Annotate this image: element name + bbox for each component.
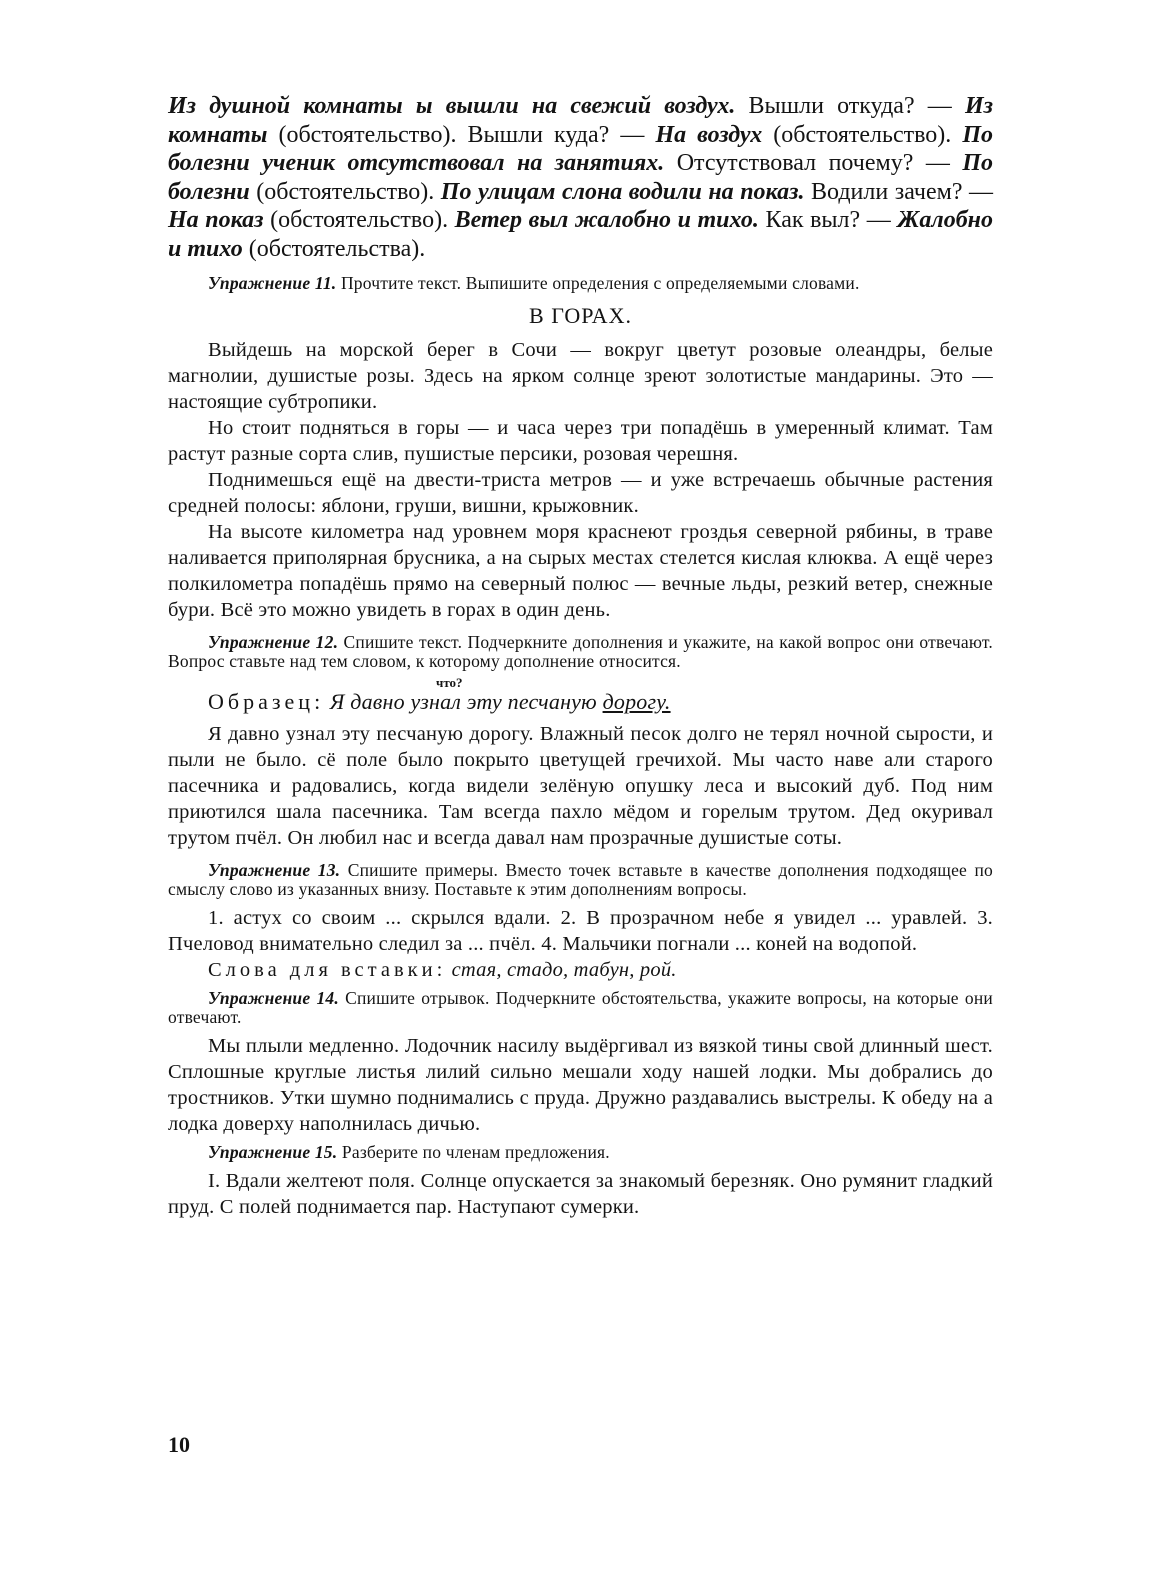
exercise-15-task: [168, 1143, 993, 1162]
intro-text: (обстоятельства).: [242, 235, 426, 262]
page-number: 10: [168, 1432, 190, 1457]
page-body: [168, 92, 993, 1220]
exercise-13-paragraph: 1. астух со своим ... скрылся вдали. 2. В прозрачном небе я увидел ... уравлей. 3. Пчеловод внимательно следил за ... пчёл. 4. Мальчики погнали ... коней на водопой.: [168, 906, 993, 955]
intro-example-2: По болезни ученик отсутствовал на занятиях.: [168, 121, 993, 177]
exercise-14-task: [168, 989, 993, 1027]
intro-example-4: Ветер выл жалобно и тихо.: [454, 207, 759, 234]
exercise-11-task: [168, 274, 993, 293]
words-label: Слова для вставки:: [208, 958, 447, 981]
intro-text: Водили зачем? —: [804, 178, 993, 205]
exercise-12-sample: [168, 689, 993, 715]
sample-underlined-word: дорогу.: [602, 688, 671, 714]
exercise-15-label: Упражнение 15.: [208, 1141, 338, 1162]
intro-text: Отсутствовал почему? —: [664, 150, 963, 177]
exercise-15-instruction: Разберите по членам предложения.: [337, 1141, 610, 1162]
text-title: В ГОРАХ.: [529, 302, 632, 328]
exercise-12-instruction: Спишите текст. Подчеркните дополнения и укажите, на какой вопрос они отвечают. Вопрос ставьте над тем словом, к которому дополнение относится.: [168, 631, 993, 671]
intro-answer: На воздух: [655, 121, 763, 148]
exercise-14-paragraph: Мы плыли медленно. Лодочник насилу выдёргивал из вязкой тины свой длинный шест. Сплошные круглые листья лилий сильно мешали ходу нашей лодки. Мы добрались до тростников. Утки шумно поднимались с пруда. Дружно раздавались выстрелы. К обеду на а лодка доверху наполнилась дичью.: [168, 1034, 993, 1135]
intro-example-3: По улицам слона водили на показ.: [440, 178, 805, 205]
exercise-12-label: Упражнение 12.: [208, 631, 339, 652]
exercise-11-paragraph-2: Но стоит подняться в горы — и часа через три попадёшь в умеренный климат. Там растут разные сорта слив, пушистые персики, розовая черешня.: [168, 416, 993, 465]
intro-paragraph: [168, 92, 993, 264]
exercise-13-task: [168, 861, 993, 899]
intro-text: (обстоятельство).: [249, 178, 441, 205]
exercise-12-paragraph: Я давно узнал эту песчаную дорогу. Влажный песок долго не терял ночной сырости, и пыли не было. сё поле было покрыто цветущей гречихой. Мы часто наве али старого пасечника и радовались, когда видели зелёную опушку леса и высокий дуб. Под ним приютился шала пасечника. Там всегда пахло мёдом и горелым трутом. Дед окуривал трутом пчёл. Он любил нас и всегда давал нам прозрачные душистые соты.: [168, 722, 993, 849]
exercise-13-instruction: Спишите примеры. Вместо точек вставьте в качестве дополнения подходящее по смыслу слово из указанных внизу. Поставьте к этим дополнениям вопросы.: [168, 859, 993, 899]
intro-text: (обстоятельство).: [263, 207, 455, 234]
intro-text: (обстоятельство). Вышли куда? —: [267, 121, 656, 148]
exercise-11-label: Упражнение 11.: [208, 272, 337, 293]
intro-answer: По болезни: [168, 150, 993, 205]
words-list: стая, стадо, табун, рой.: [446, 958, 677, 981]
intro-answer: Жалобно и тихо: [168, 207, 993, 262]
exercise-11-paragraph-4: На высоте километра над уровнем моря краснеют гроздья северной рябины, в траве наливается приполярная брусника, а на сырых местах стелется кислая клюква. А ещё через полкилометра попадёшь прямо на северный полюс — вечные льды, резкий ветер, снежные бури. Всё это можно увидеть в горах в один день.: [168, 520, 993, 621]
intro-answer: Из комнаты: [168, 93, 993, 148]
exercise-13-words: [168, 957, 993, 983]
exercise-14-instruction: Спишите отрывок. Подчеркните обстоятельства, укажите вопросы, на которые они отвечают.: [168, 987, 993, 1027]
exercise-11-paragraph-1: Выйдешь на морской берег в Сочи — вокруг цветут розовые олеандры, белые магнолии, душистые розы. Здесь на ярком солнце зреют золотистые мандарины. Это — настоящие субтропики.: [168, 338, 993, 413]
intro-text: Как выл? —: [758, 207, 898, 234]
exercise-12-task: [168, 633, 993, 671]
exercise-14-label: Упражнение 14.: [208, 987, 339, 1008]
sample-label: Образец:: [208, 688, 325, 714]
sample-text: Я давно узнал эту песчаную: [324, 688, 603, 714]
intro-text: Вышли откуда? —: [735, 93, 965, 119]
intro-answer: На показ: [168, 207, 264, 234]
exercise-11-paragraph-3: Поднимешься ещё на двести-триста метров — и уже встречаешь обычные растения средней полосы: яблони, груши, вишни, крыжовник.: [168, 468, 993, 517]
exercise-15-paragraph: I. Вдали желтеют поля. Солнце опускается за знакомый березняк. Оно румянит гладкий пруд. С полей поднимается пар. Наступают сумерки.: [168, 1169, 993, 1218]
exercise-13-label: Упражнение 13.: [208, 859, 341, 880]
intro-text: (обстоятельство).: [762, 121, 963, 148]
intro-example-1: Из душной комнаты ы вышли на свежий воздух.: [168, 93, 736, 119]
exercise-11-instruction: Прочтите текст. Выпишите определения с определяемыми словами.: [336, 272, 860, 293]
question-annotation: что?: [436, 674, 463, 690]
